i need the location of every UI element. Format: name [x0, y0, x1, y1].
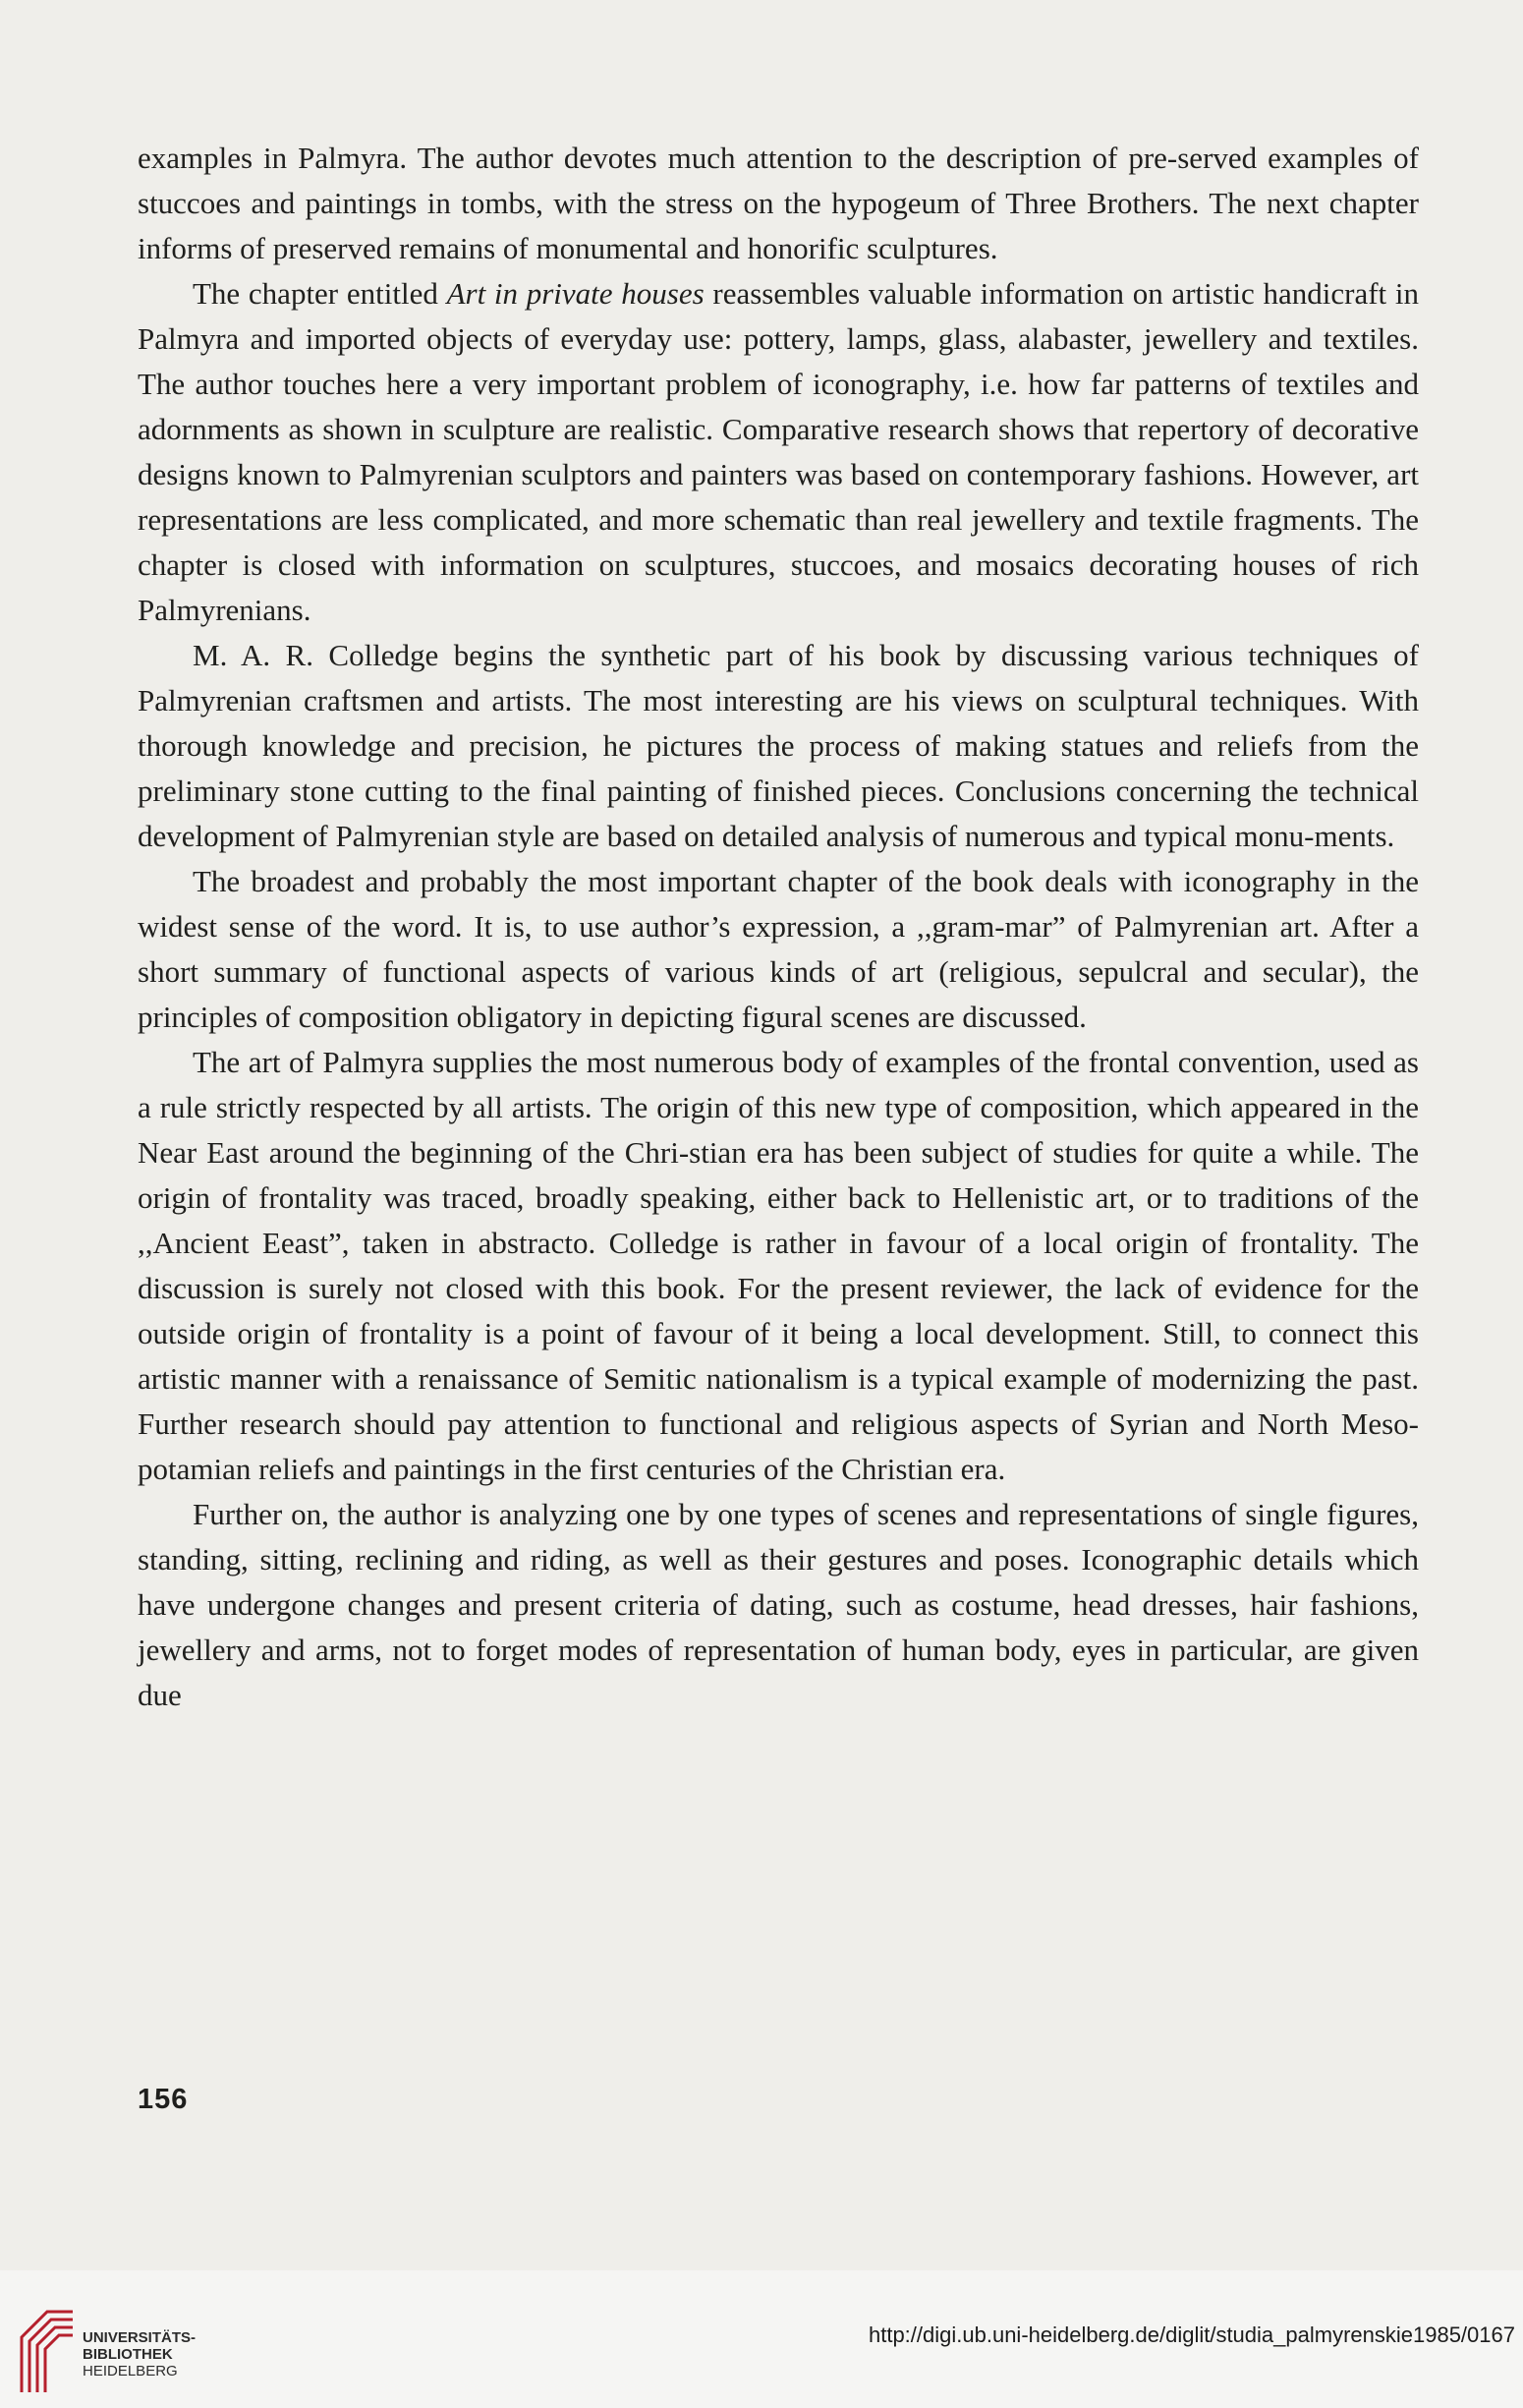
- body-text: [138, 136, 1419, 1718]
- paragraph: The art of Palmyra supplies the most numerous body of examples of the frontal convention, used as a rule strictly respected by all artists. The origin of this new type of composition, which appeared in the Near East around the beginning of the Chri-stian era has been subject of studies for quite a while. The origin of frontality was traced, broadly speaking, either back to Hellenistic art, or to traditions of the ,,Ancient Eeast”, taken in abstracto. Colledge is rather in favour of a local origin of frontality. The discussion is surely not closed with this book. For the present reviewer, the lack of evidence for the outside origin of frontality is a point of favour of it being a local development. Still, to connect this artistic manner with a renaissance of Semitic nationalism is a typical example of modernizing the past. Further research should pay attention to functional and religious aspects of Syrian and North Meso-potamian reliefs and paintings in the first centuries of the Christian era.: [138, 1045, 1419, 1486]
- page-number: 156: [138, 2084, 189, 2115]
- paragraph: The broadest and probably the most important chapter of the book deals with iconography in the widest sense of the word. It is, to use author’s expression, a ,,gram-mar” of Palmyrenian art. After a short summary of functional aspects of various kinds of art (religious, sepulcral and secular), the principles of composition obligatory in depicting figural scenes are discussed.: [138, 864, 1419, 1034]
- paragraph: The chapter entitled Art in private houses reassembles valuable information on artistic handicraft in Palmyra and imported objects of everyday use: pottery, lamps, glass, alabaster, jewellery and textiles. The author touches here a very important problem of iconography, i.e. how far patterns of textiles and adornments as shown in sculpture are realistic. Comparative research shows that repertory of decorative designs known to Palmyrenian sculptors and painters was based on contemporary fashions. However, art representations are less complicated, and more schematic than real jewellery and textile fragments. The chapter is closed with information on sculptures, stuccoes, and mosaics decorating houses of rich Palmyrenians.: [138, 276, 1420, 627]
- paragraph: M. A. R. Colledge begins the synthetic part of his book by discussing various techniques of Palmyrenian craftsmen and artists. The most interesting are his views on sculptural techniques. With thorough knowledge and precision, he pictures the process of making statues and reliefs from the preliminary stone cutting to the final painting of finished pieces. Conclusions concerning the technical development of Palmyrenian style are based on detailed analysis of numerous and typical monu-ments.: [138, 638, 1419, 853]
- library-name: UNIVERSITÄTS- BIBLIOTHEK HEIDELBERG: [83, 2329, 197, 2379]
- digitization-footer: [0, 2270, 1523, 2408]
- library-logo-icon: [18, 2308, 77, 2394]
- source-url-link[interactable]: http://digi.ub.uni-heidelberg.de/diglit/studia_palmyrenskie1985/0167: [868, 2322, 1515, 2347]
- paragraph: examples in Palmyra. The author devotes much attention to the description of pre-served examples of stuccoes and paintings in tombs, with the stress on the hypogeum of Three Brothers. The next chapter informs of preserved remains of monumental and honorific sculptures.: [138, 141, 1419, 265]
- paragraph: Further on, the author is analyzing one by one types of scenes and representations of single figures, standing, sitting, reclining and riding, as well as their gestures and poses. Iconographic details which have undergone changes and present criteria of dating, such as costume, head dresses, hair fashions, jewellery and arms, not to forget modes of representation of human body, eyes in particular, are given due: [138, 1497, 1419, 1712]
- chapter-title-italic: Art in private houses: [446, 276, 705, 311]
